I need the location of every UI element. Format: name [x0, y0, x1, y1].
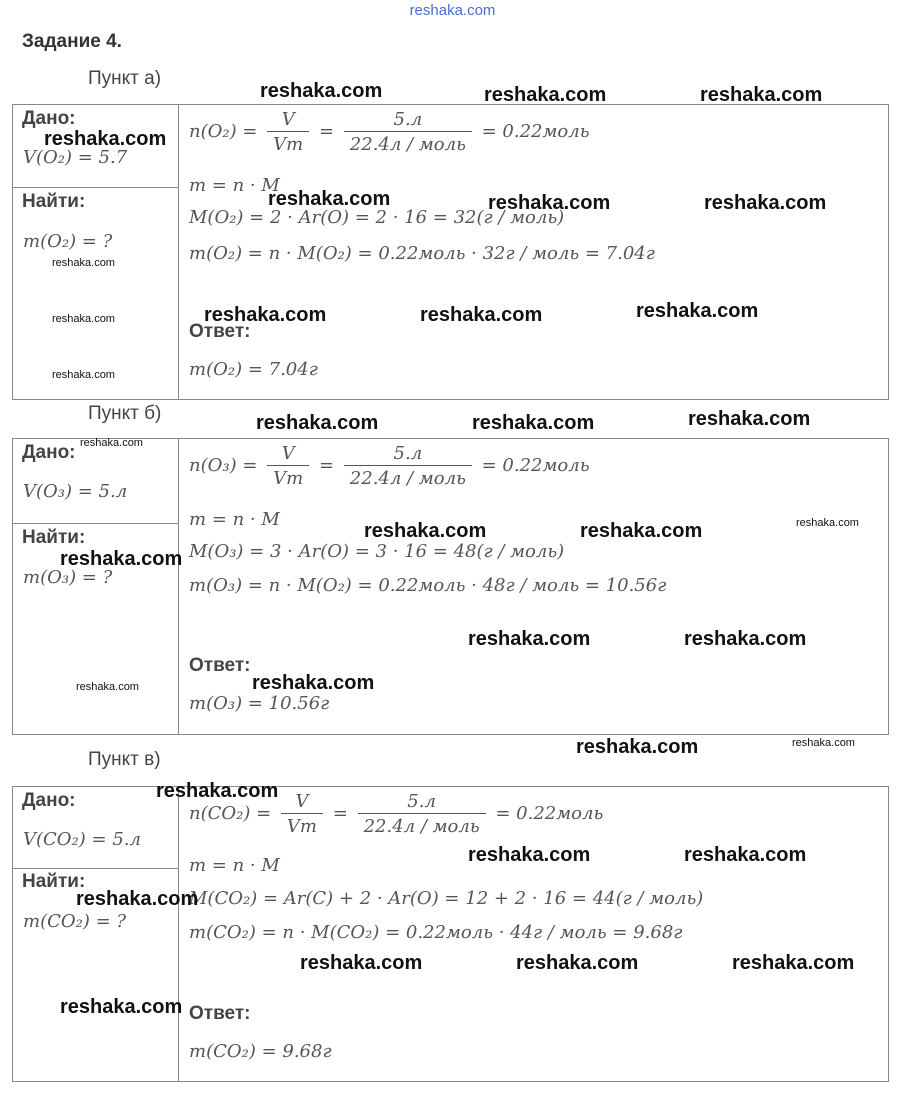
eq-rhs: = 0.22моль [481, 455, 590, 476]
given-label: Дано: [22, 442, 76, 463]
watermark: reshaka.com [364, 520, 487, 542]
watermark: reshaka.com [300, 952, 423, 974]
find-label: Найти: [22, 191, 86, 212]
watermark: reshaka.com [44, 128, 167, 150]
fraction-v-vm: $\frac{V}{Vm}$ [267, 109, 309, 155]
find-value: m(O₃) = ? [23, 567, 113, 588]
watermark: reshaka.com [576, 736, 699, 758]
equation-mass-formula: m = n · M [189, 855, 280, 876]
fraction-values: $\frac{5.л}{\text{22.4л / моль}}$ [344, 109, 472, 155]
equation-amount: n(CO₂) = $\frac{V}{Vm}$ = $\frac{5.л}{\text{22.4л / моль}}$ = 0.22моль [189, 791, 604, 837]
watermark: reshaka.com [472, 412, 595, 434]
watermark: reshaka.com [252, 672, 375, 694]
watermark: reshaka.com [76, 681, 139, 693]
given-label: Дано: [22, 108, 76, 129]
divider [13, 187, 178, 188]
equation-mass: m(O₂) = n · M(O₂) = 0.22моль · 32г / моль = 7.04г [189, 243, 655, 264]
answer-value: m(CO₂) = 9.68г [189, 1041, 332, 1062]
watermark: reshaka.com [468, 844, 591, 866]
watermark: reshaka.com [792, 737, 855, 749]
watermark: reshaka.com [260, 80, 383, 102]
answer-value: m(O₃) = 10.56г [189, 693, 330, 714]
answer-label: Ответ: [189, 321, 251, 342]
given-label: Дано: [22, 790, 76, 811]
find-value: m(O₂) = ? [23, 231, 113, 252]
find-value: m(CO₂) = ? [23, 911, 127, 932]
watermark: reshaka.com [52, 257, 115, 269]
watermark: reshaka.com [420, 304, 543, 326]
eq-rhs: = 0.22моль [495, 803, 604, 824]
section-a-title: Пункт а) [88, 68, 162, 89]
given-value: V(O₂) = 5.7 [23, 147, 128, 168]
watermark: reshaka.com [256, 412, 379, 434]
equation-molar-mass: M(O₃) = 3 · Ar(O) = 3 · 16 = 48(г / моль) [189, 541, 565, 562]
answer-label: Ответ: [189, 655, 251, 676]
watermark: reshaka.com [704, 192, 827, 214]
equation-mass-formula: m = n · M [189, 509, 280, 530]
eq-lhs: n(O₂) = [189, 121, 258, 142]
watermark: reshaka.com [468, 628, 591, 650]
given-value: V(CO₂) = 5.л [23, 829, 141, 850]
watermark: reshaka.com [700, 84, 823, 106]
watermark: reshaka.com [204, 304, 327, 326]
watermark: reshaka.com [52, 313, 115, 325]
watermark: reshaka.com [684, 628, 807, 650]
equation-mass: m(CO₂) = n · M(CO₂) = 0.22моль · 44г / моль = 9.68г [189, 922, 683, 943]
equation-molar-mass: M(O₂) = 2 · Ar(O) = 2 · 16 = 32(г / моль) [189, 207, 565, 228]
watermark: reshaka.com [796, 517, 859, 529]
watermark: reshaka.com [684, 844, 807, 866]
answer-label: Ответ: [189, 1003, 251, 1024]
eq-rhs: = 0.22моль [481, 121, 590, 142]
task-title: Задание 4. [22, 31, 122, 52]
equation-amount: n(O₃) = $\frac{V}{Vm}$ = $\frac{5.л}{\text{22.4л / моль}}$ = 0.22моль [189, 443, 590, 489]
equation-mass: m(O₃) = n · M(O₂) = 0.22моль · 48г / моль = 10.56г [189, 575, 667, 596]
eq-lhs: n(CO₂) = [189, 803, 272, 824]
watermark: reshaka.com [688, 408, 811, 430]
section-c-box [12, 786, 889, 1082]
fraction-values: $\frac{5.л}{\text{22.4л / моль}}$ [358, 791, 486, 837]
watermark: reshaka.com [516, 952, 639, 974]
section-c-title: Пункт в) [88, 749, 161, 770]
watermark: reshaka.com [156, 780, 279, 802]
find-label: Найти: [22, 527, 86, 548]
divider [13, 523, 178, 524]
find-label: Найти: [22, 871, 86, 892]
fraction-values: $\frac{5.л}{\text{22.4л / моль}}$ [344, 443, 472, 489]
watermark: reshaka.com [580, 520, 703, 542]
watermark: reshaka.com [60, 548, 183, 570]
given-column [13, 787, 179, 1081]
watermark: reshaka.com [76, 888, 199, 910]
watermark: reshaka.com [488, 192, 611, 214]
watermark: reshaka.com [484, 84, 607, 106]
divider [13, 868, 178, 869]
equation-mass-formula: m = n · M [189, 175, 280, 196]
watermark: reshaka.com [268, 188, 391, 210]
eq-lhs: n(O₃) = [189, 455, 258, 476]
watermark: reshaka.com [60, 996, 183, 1018]
watermark: reshaka.com [52, 369, 115, 381]
fraction-v-vm: $\frac{V}{Vm}$ [267, 443, 309, 489]
equation-amount: n(O₂) = $\frac{V}{Vm}$ = $\frac{5.л}{\text{22.4л / моль}}$ = 0.22моль [189, 109, 590, 155]
watermark: reshaka.com [636, 300, 759, 322]
equation-molar-mass: M(CO₂) = Ar(C) + 2 · Ar(O) = 12 + 2 · 16 = 44(г / моль) [189, 888, 704, 909]
fraction-v-vm: $\frac{V}{Vm}$ [281, 791, 323, 837]
watermark: reshaka.com [80, 437, 143, 449]
section-b-title: Пункт б) [88, 403, 162, 424]
section-b-box [12, 438, 889, 735]
answer-value: m(O₂) = 7.04г [189, 359, 318, 380]
watermark: reshaka.com [732, 952, 855, 974]
given-value: V(O₃) = 5.л [23, 481, 128, 502]
site-watermark-top: reshaka.com [409, 2, 496, 19]
